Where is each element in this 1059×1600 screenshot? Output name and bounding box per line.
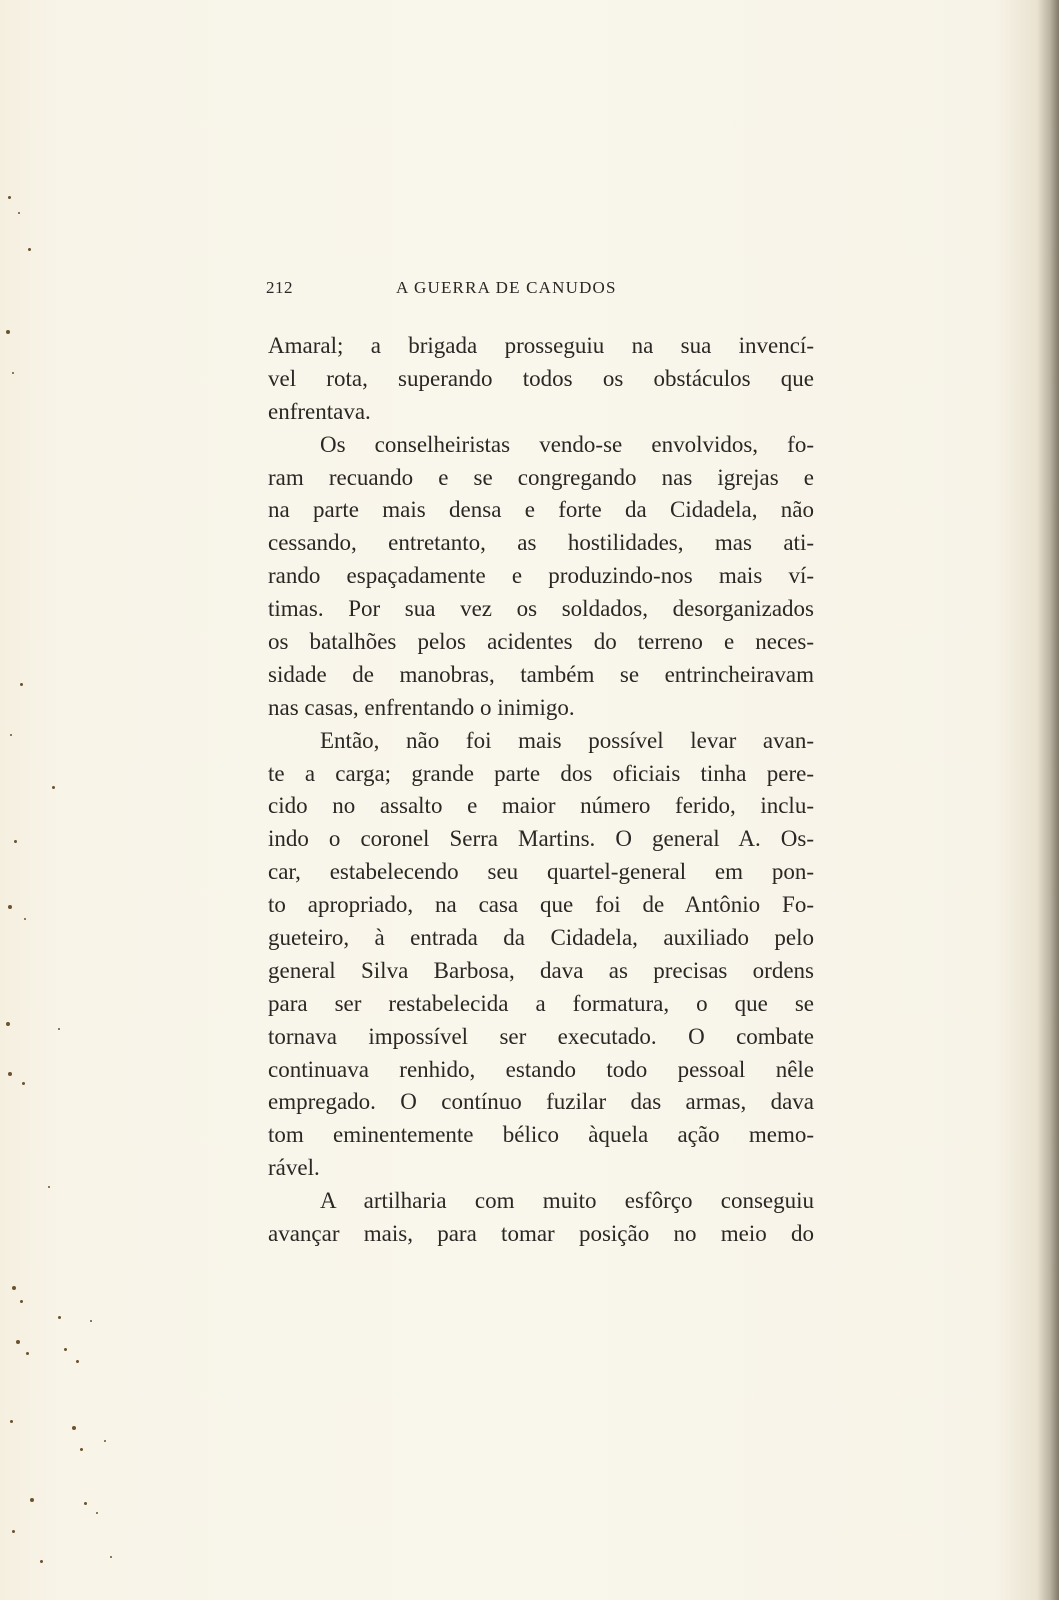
running-title: A GUERRA DE CANUDOS bbox=[396, 278, 617, 297]
running-header bbox=[266, 278, 686, 300]
text-line: A artilharia com muito esfôrço conseguiu bbox=[320, 1188, 814, 1214]
page-number: 212 bbox=[266, 278, 293, 297]
text-line: avançar mais, para tomar posição no meio do bbox=[268, 1221, 814, 1247]
text-line: indo o coronel Serra Martins. O general A. Os- bbox=[268, 826, 814, 852]
text-line: te a carga; grande parte dos oficiais tinha pere- bbox=[268, 760, 814, 786]
body-text bbox=[268, 330, 814, 1251]
text-line: tornava impossível ser executado. O combate bbox=[268, 1023, 814, 1049]
text-line: cido no assalto e maior número ferido, inclu- bbox=[268, 793, 814, 819]
text-line: Amaral; a brigada prosseguiu na sua invencí- bbox=[268, 333, 814, 358]
text-line: sidade de manobras, também se entrincheiravam bbox=[268, 661, 814, 687]
page-gutter-shadow bbox=[1037, 0, 1059, 1600]
text-line: rando espaçadamente e produzindo-nos mais ví- bbox=[268, 563, 814, 589]
text-line: enfrentava. bbox=[268, 398, 371, 424]
text-line: vel rota, superando todos os obstáculos que bbox=[268, 365, 814, 391]
text-line: os batalhões pelos acidentes do terreno e neces- bbox=[268, 629, 814, 655]
text-line: rável. bbox=[268, 1155, 320, 1181]
text-line: timas. Por sua vez os soldados, desorganizados bbox=[268, 596, 814, 622]
text-line: cessando, entretanto, as hostilidades, mas ati- bbox=[268, 530, 814, 556]
text-line: gueteiro, à entrada da Cidadela, auxiliado pelo bbox=[268, 925, 814, 951]
text-line: ram recuando e se congregando nas igrejas e bbox=[268, 464, 814, 490]
text-line: na parte mais densa e forte da Cidadela, não bbox=[268, 497, 814, 523]
text-line: Os conselheiristas vendo-se envolvidos, fo- bbox=[320, 431, 814, 457]
text-line: empregado. O contínuo fuzilar das armas, dava bbox=[268, 1089, 814, 1115]
text-line: tom eminentemente bélico àquela ação memo- bbox=[268, 1122, 814, 1148]
text-line: nas casas, enfrentando o inimigo. bbox=[268, 694, 575, 720]
text-line: general Silva Barbosa, dava as precisas ordens bbox=[268, 957, 814, 983]
text-line: para ser restabelecida a formatura, o que se bbox=[268, 990, 814, 1016]
text-line: car, estabelecendo seu quartel-general em pon- bbox=[268, 859, 814, 885]
text-line: Então, não foi mais possível levar avan- bbox=[320, 727, 814, 753]
text-line: continuava renhido, estando todo pessoal nêle bbox=[268, 1056, 814, 1082]
text-line: to apropriado, na casa que foi de Antônio Fo- bbox=[268, 892, 814, 918]
